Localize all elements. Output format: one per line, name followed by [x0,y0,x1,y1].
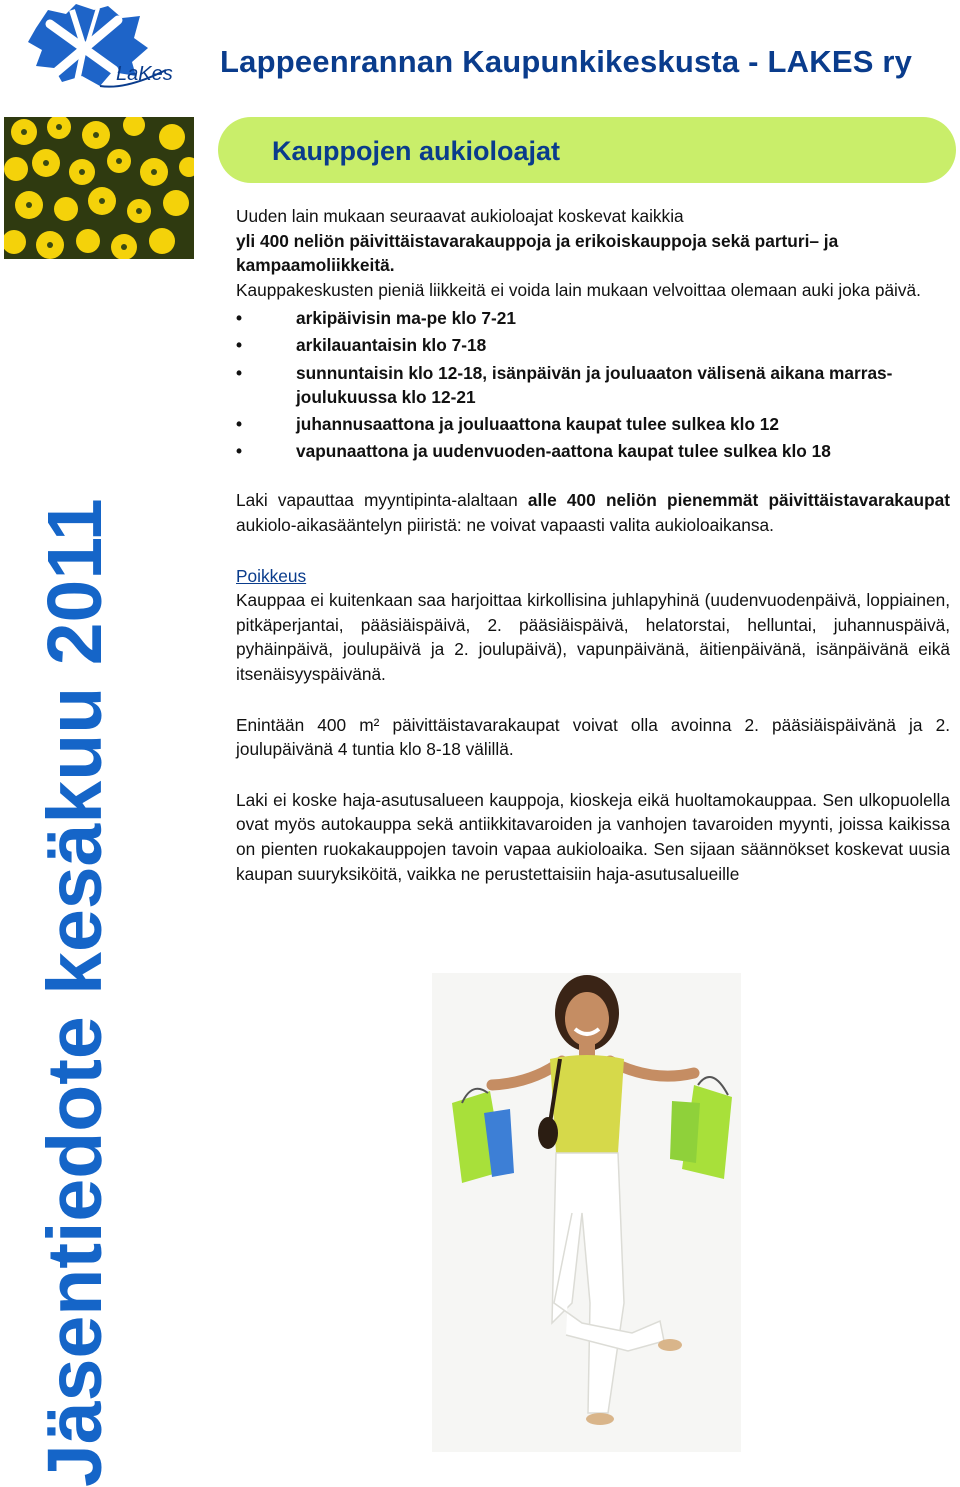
rural-paragraph: Laki ei koske haja-asutusalueen kauppoja, kioskeja eikä huoltamokauppaa. Sen ulkopuolella ovat myös autokauppa sekä antiikkitavaroiden ja vanhojen tavaroiden myynti, joissa kaikissa on pienten ruokakauppojen tavoin vapaa aukioloaika. Sen sijaan säännökset koskevat uusia kaupan suuryksiköitä, vaikka ne perustettaisiin haja-asutusalueille [236,789,950,884]
vertical-newsletter-title: Jäsentiedote kesäkuu 2011 [32,498,118,1487]
list-item: • vapunaattona ja uudenvuoden-aattona kaupat tulee sulkea klo 18 [236,439,950,464]
small-stores-paragraph: Enintään 400 m² päivittäistavarakaupat voivat olla avoinna 2. pääsiäispäivänä ja 2. joulupäivänä 4 tuntia klo 8-18 välillä. [236,714,950,760]
logo-text: LaKes [116,63,173,85]
exemption-post: aukiolo-aikasääntelyn piiristä: ne voivat vapaasti valita aukioloaikansa. [236,515,774,536]
intro-line: Uuden lain mukaan seuraavat aukioloajat koskevat kaikkia [236,206,684,226]
exemption-paragraph [236,488,950,537]
exception-heading: Poikkeus [236,565,307,586]
flowers-photo [4,117,194,259]
intro-note: Kauppakeskusten pieniä liikkeitä ei voida lain mukaan velvoittaa olemaan auki joka päivä. [236,279,921,300]
list-item: • sunnuntaisin klo 12-18, isänpäivän ja jouluaaton välisenä aikana marras-joulukuussa klo 12-21 [236,361,950,410]
list-item: • arkilauantaisin klo 7-18 [236,333,950,358]
lakes-logo [14,0,174,92]
shopping-woman-photo [432,973,741,1452]
list-item: • arkipäivisin ma-pe klo 7-21 [236,306,950,331]
exemption-pre: Laki vapauttaa myyntipinta-alaltaan [236,490,528,511]
exception-paragraph: Kauppaa ei kuitenkaan saa harjoittaa kirkollisina juhlapyhinä (uudenvuodenpäivä, loppiainen, pitkäperjantai, pääsiäispäivä, 2. pääsiäispäivä, helatorstai, helluntai, juhannuspäivä, pyhäinpäivä, joulupäivä ja 2. joulupäivä), vapunpäivänä, äitienpäivänä, isänpäivänä eikä itsenäisyyspäivänä. [236,590,950,684]
opening-hours-list [236,306,950,464]
section-title: Kauppojen aukioloajat [272,136,561,166]
main-content [236,204,950,886]
intro-bold-line: yli 400 neliön päivittäistavarakauppoja ja erikoiskauppoja sekä parturi– ja kampaamoliikkeitä. [236,230,839,276]
list-item: • juhannusaattona ja jouluaattona kaupat tulee sulkea klo 12 [236,412,950,437]
exemption-bold: alle 400 neliön pienemmät päivittäistavarakaupat [527,490,951,511]
organization-title: Lappeenrannan Kaupunkikeskusta - LAKES ry [220,44,913,79]
